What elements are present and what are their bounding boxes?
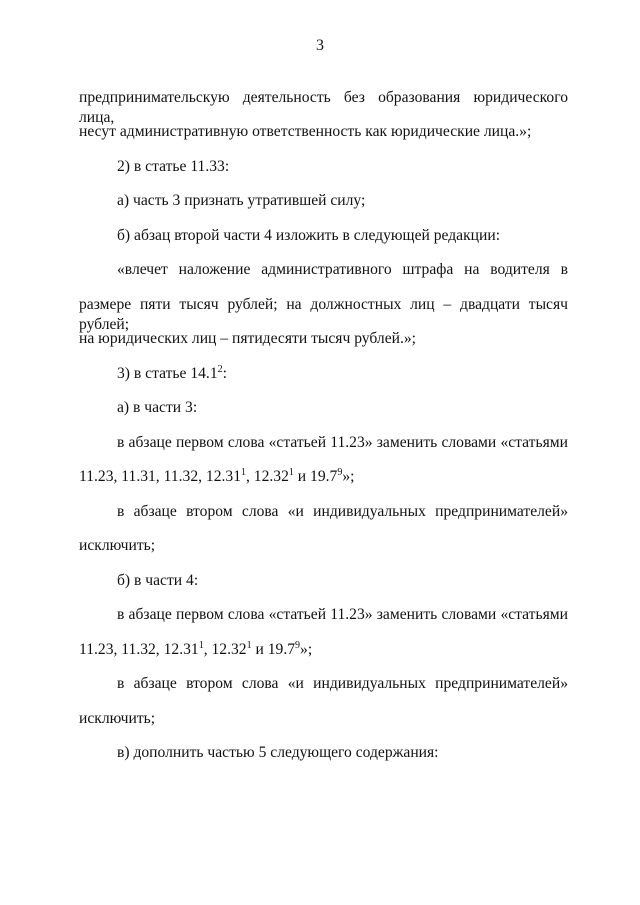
text-line: а) в части 3: [117,399,198,416]
text-line: 11.23, 11.31, 11.32, 12.31$^1$, 12.32$^1$ и 19.7$^9$»; [79,467,355,485]
text-line: в абзаце первом слова «статьей 11.23» заменить словами «статьями [117,434,568,451]
text-line: «влечет наложение административного штрафа на водителя в [117,261,568,278]
text-line: 3) в статье 14.1$^2$: [117,364,227,382]
text-line: в абзаце втором слова «и индивидуальных предпринимателей» [117,675,568,692]
text-line: в абзаце втором слова «и индивидуальных предпринимателей» [117,503,568,520]
text-line: в абзаце первом слова «статьей 11.23» заменить словами «статьями [117,606,568,623]
text-line: исключить; [79,710,156,727]
text-line: предпринимательскую деятельность без образования юридического лица, [79,89,568,126]
text-line: размере пяти тысяч рублей; на должностных лиц – двадцати тысяч рублей; [79,296,568,333]
text-line: исключить; [79,537,156,554]
page-number: 3 [316,37,324,54]
text-line: б) в части 4: [117,572,199,589]
text-line: в) дополнить частью 5 следующего содержания: [117,744,439,761]
text-line: на юридических лиц – пятидесяти тысяч рублей.»; [79,330,416,347]
text-line: 2) в статье 11.33: [117,158,230,175]
text-line: 11.23, 11.32, 12.31$^1$, 12.32$^1$ и 19.7$^9$»; [79,640,313,658]
text-line: б) абзац второй части 4 изложить в следующей редакции: [117,227,501,244]
text-line: а) часть 3 признать утратившей силу; [117,192,366,209]
text-line: несут административную ответственность как юридические лица.»; [79,123,532,140]
